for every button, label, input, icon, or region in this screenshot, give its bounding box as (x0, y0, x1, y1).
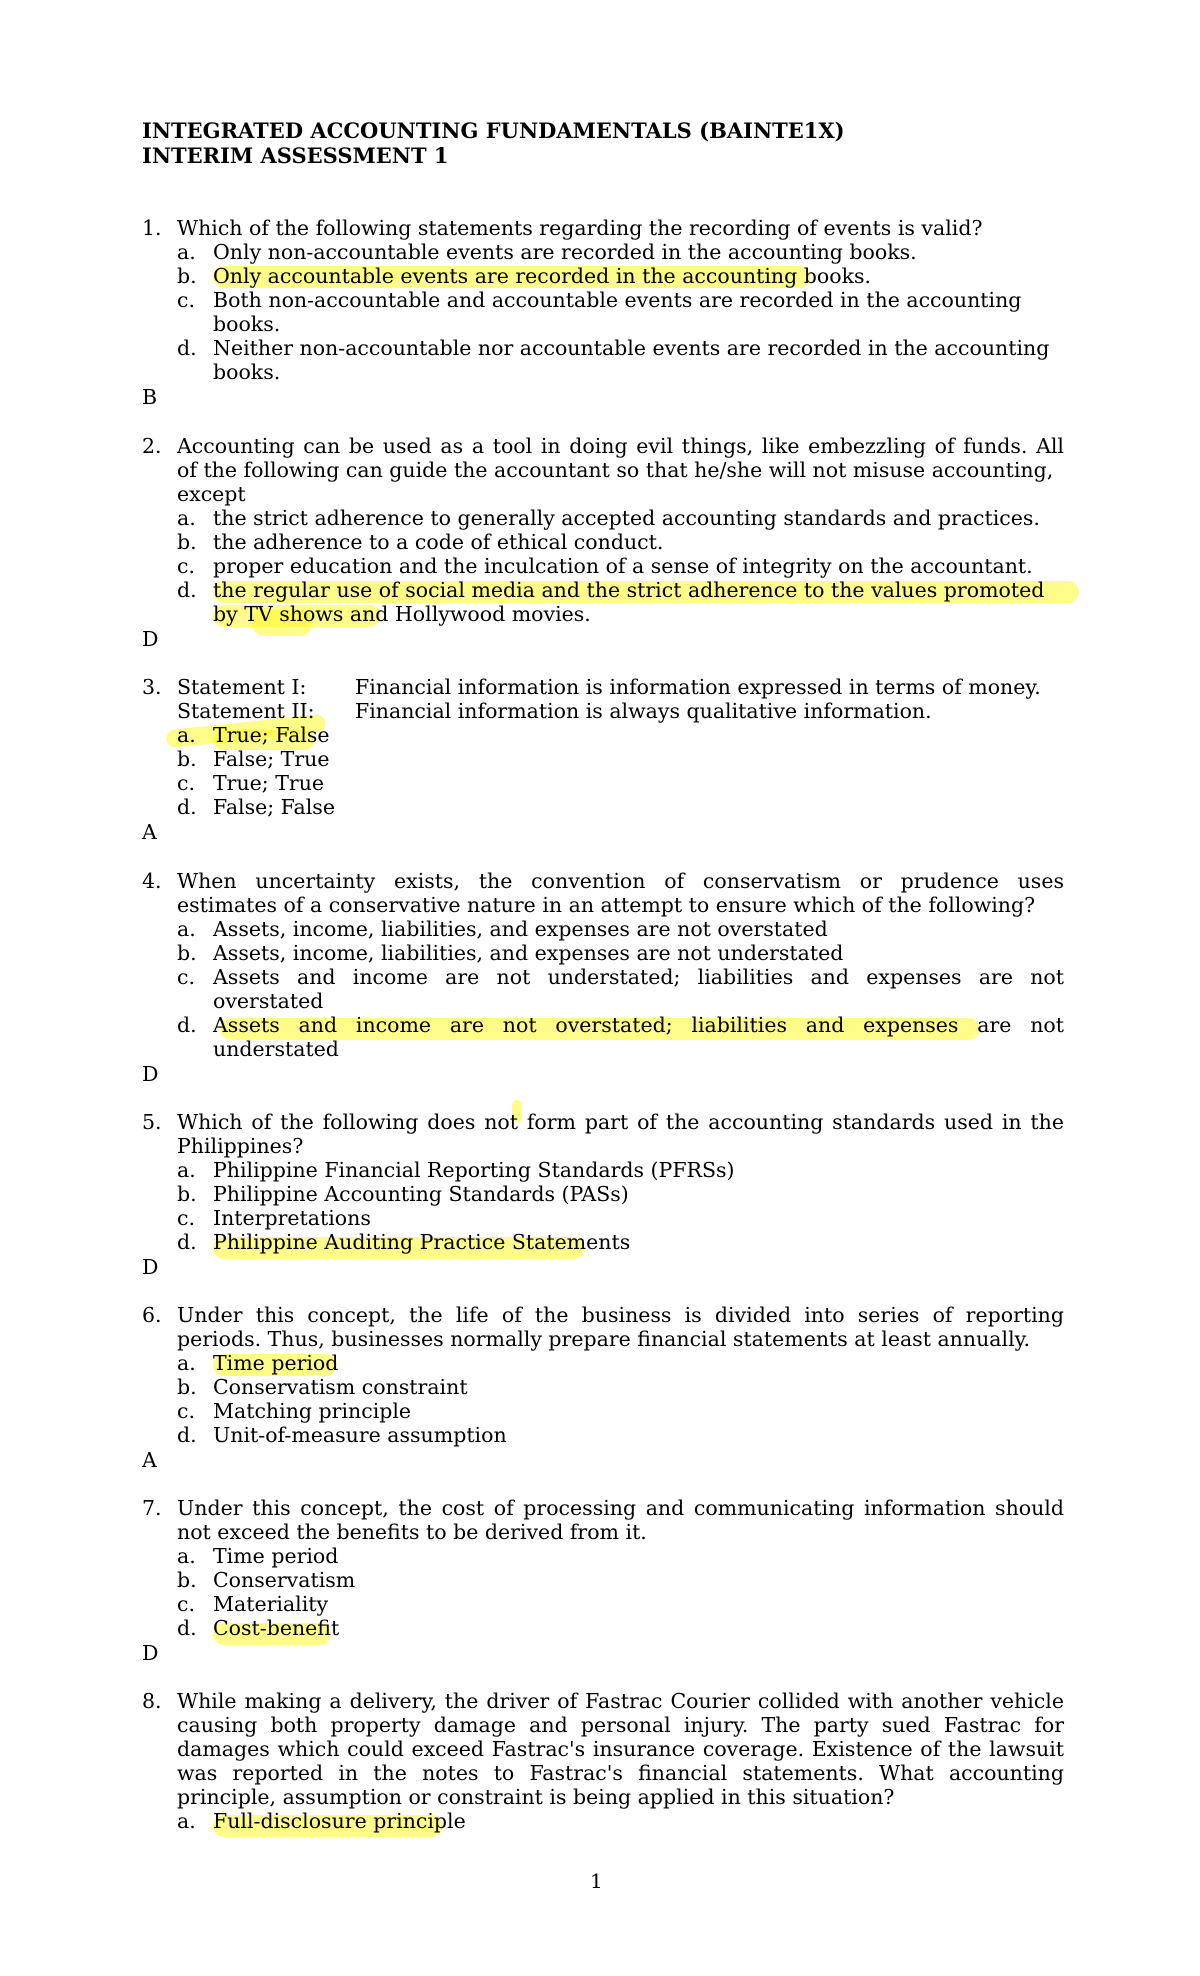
option-letter: c. (177, 1206, 195, 1230)
question-number: 5. (142, 1110, 162, 1134)
option-letter: b. (177, 264, 197, 288)
page-number: 1 (590, 1869, 603, 1893)
option-letter: d. (177, 1616, 197, 1640)
statement-label: Statement I: (177, 675, 307, 699)
option-letter: a. (177, 240, 196, 264)
option-letter: d. (177, 1423, 197, 1447)
question-number: 4. (142, 869, 162, 893)
option-text: Assets and income are not overstated; liabilities and expenses are not (213, 1013, 1064, 1037)
statement-text: Financial information is always qualitative information. (355, 699, 932, 723)
option-text: overstated (213, 989, 324, 1013)
question-stem: periods. Thus, businesses normally prepare financial statements at least annually. (177, 1327, 1031, 1351)
answer-key: A (142, 820, 157, 844)
question-stem: Philippines? (177, 1134, 304, 1158)
option-text: Time period (213, 1544, 339, 1568)
option-text: books. (213, 360, 281, 384)
option-text: True; False (213, 723, 330, 747)
option-text: understated (213, 1037, 339, 1061)
statement-text: Financial information is information expressed in terms of money. (355, 675, 1041, 699)
option-text: Full-disclosure principle (213, 1809, 466, 1833)
answer-key: A (142, 1448, 157, 1472)
question-number: 3. (142, 675, 162, 699)
option-letter: b. (177, 747, 197, 771)
option-text: False; True (213, 747, 330, 771)
option-text: by TV shows and Hollywood movies. (213, 602, 591, 626)
answer-key: D (142, 1641, 159, 1665)
question-stem: damages which could exceed Fastrac's insurance coverage. Existence of the lawsuit (177, 1737, 1064, 1761)
answer-key: D (142, 1062, 159, 1086)
question-stem: Accounting can be used as a tool in doing evil things, like embezzling of funds. All (177, 434, 1064, 458)
question-stem: Which of the following does not form part of the accounting standards used in the (177, 1110, 1064, 1134)
question-stem: of the following can guide the accountant so that he/she will not misuse accounting, (177, 458, 1054, 482)
option-text: the regular use of social media and the strict adherence to the values promoted (213, 578, 1045, 602)
question-stem: Under this concept, the life of the business is divided into series of reporting (177, 1303, 1064, 1327)
question-stem: While making a delivery, the driver of Fastrac Courier collided with another vehicle (177, 1689, 1064, 1713)
option-text: Philippine Auditing Practice Statements (213, 1230, 631, 1254)
question-stem: principle, assumption or constraint is being applied in this situation? (177, 1785, 895, 1809)
statement-label: Statement II: (177, 699, 315, 723)
option-text: Interpretations (213, 1206, 371, 1230)
option-text: Assets, income, liabilities, and expenses are not understated (213, 941, 844, 965)
option-letter: b. (177, 941, 197, 965)
option-text: Unit-of-measure assumption (213, 1423, 507, 1447)
answer-key: D (142, 1255, 159, 1279)
option-text: Matching principle (213, 1399, 412, 1423)
option-text: Time period (213, 1351, 339, 1375)
option-text: proper education and the inculcation of a sense of integrity on the accountant. (213, 554, 1033, 578)
option-text: Philippine Financial Reporting Standards (PFRSs) (213, 1158, 735, 1182)
option-letter: b. (177, 1375, 197, 1399)
question-stem: not exceed the benefits to be derived from it. (177, 1520, 647, 1544)
option-text: Both non-accountable and accountable events are recorded in the accounting (213, 288, 1022, 312)
document-title: INTEGRATED ACCOUNTING FUNDAMENTALS (BAINTE1X) (142, 118, 845, 143)
question-number: 7. (142, 1496, 162, 1520)
question-number: 1. (142, 216, 162, 240)
question-stem: causing both property damage and personal injury. The party sued Fastrac for (177, 1713, 1064, 1737)
option-letter: c. (177, 1399, 195, 1423)
option-letter: a. (177, 723, 196, 747)
option-letter: a. (177, 1351, 196, 1375)
option-letter: c. (177, 771, 195, 795)
option-text: Conservatism (213, 1568, 356, 1592)
option-text: Cost-benefit (213, 1616, 340, 1640)
option-text: Only non-accountable events are recorded in the accounting books. (213, 240, 917, 264)
answer-key: D (142, 627, 159, 651)
option-letter: a. (177, 917, 196, 941)
option-letter: a. (177, 506, 196, 530)
option-letter: a. (177, 1158, 196, 1182)
question-number: 8. (142, 1689, 162, 1713)
option-letter: d. (177, 578, 197, 602)
option-text: books. (213, 312, 281, 336)
option-text: the adherence to a code of ethical conduct. (213, 530, 664, 554)
option-letter: c. (177, 554, 195, 578)
option-letter: d. (177, 1013, 197, 1037)
question-stem: except (177, 482, 246, 506)
question-stem: Which of the following statements regarding the recording of events is valid? (177, 216, 983, 240)
option-text: Philippine Accounting Standards (PASs) (213, 1182, 629, 1206)
option-letter: c. (177, 965, 195, 989)
option-letter: b. (177, 1568, 197, 1592)
question-number: 6. (142, 1303, 162, 1327)
option-text: the strict adherence to generally accepted accounting standards and practices. (213, 506, 1040, 530)
option-text: Materiality (213, 1592, 329, 1616)
question-stem: was reported in the notes to Fastrac's financial statements. What accounting (177, 1761, 1064, 1785)
option-text: True; True (213, 771, 325, 795)
question-stem: estimates of a conservative nature in an attempt to ensure which of the following? (177, 893, 1036, 917)
option-text: False; False (213, 795, 335, 819)
question-stem: When uncertainty exists, the convention of conservatism or prudence uses (177, 869, 1064, 893)
option-text: Assets and income are not understated; liabilities and expenses are not (213, 965, 1064, 989)
document-subtitle: INTERIM ASSESSMENT 1 (142, 143, 449, 168)
option-letter: a. (177, 1544, 196, 1568)
option-letter: c. (177, 1592, 195, 1616)
option-text: Assets, income, liabilities, and expenses are not overstated (213, 917, 828, 941)
option-text: Neither non-accountable nor accountable events are recorded in the accounting (213, 336, 1050, 360)
option-letter: b. (177, 1182, 197, 1206)
question-number: 2. (142, 434, 162, 458)
question-stem: Under this concept, the cost of processing and communicating information should (177, 1496, 1064, 1520)
option-letter: b. (177, 530, 197, 554)
option-letter: a. (177, 1809, 196, 1833)
option-letter: d. (177, 795, 197, 819)
option-letter: d. (177, 1230, 197, 1254)
answer-key: B (142, 385, 158, 409)
option-letter: c. (177, 288, 195, 312)
option-text: Only accountable events are recorded in the accounting books. (213, 264, 872, 288)
option-letter: d. (177, 336, 197, 360)
option-text: Conservatism constraint (213, 1375, 468, 1399)
